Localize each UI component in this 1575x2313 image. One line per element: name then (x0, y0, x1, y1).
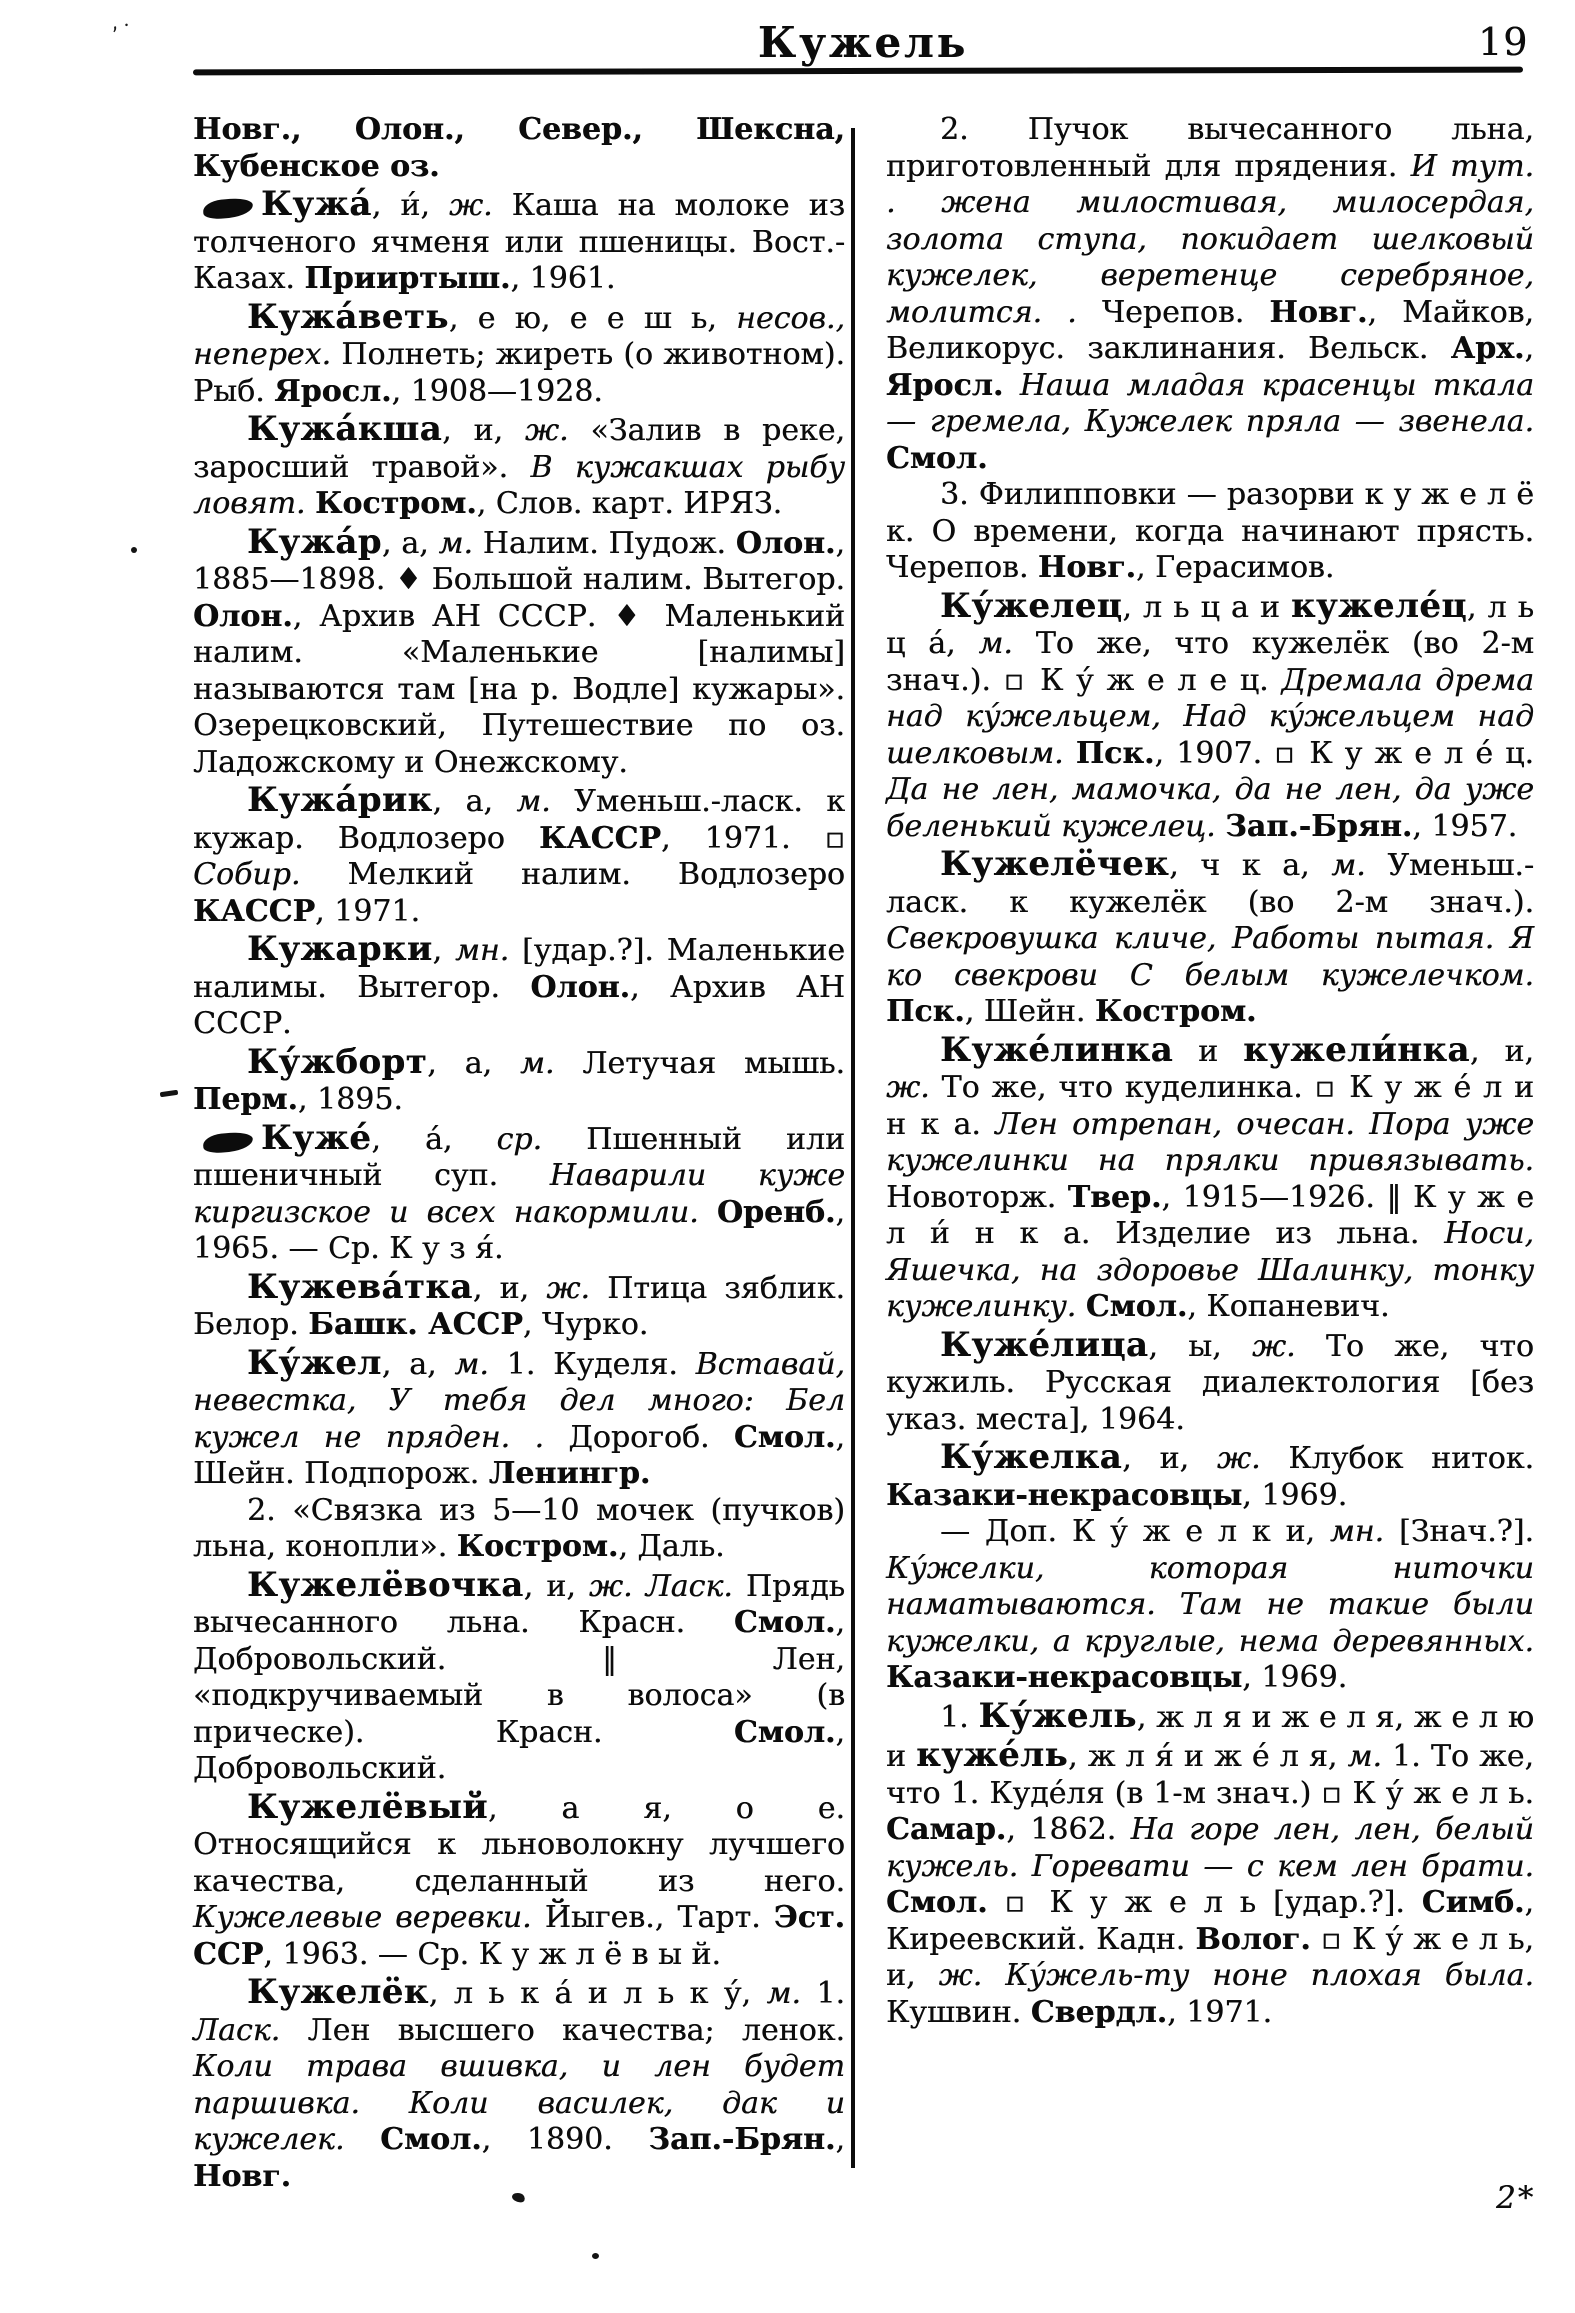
text-run: 1. (940, 1699, 979, 1735)
text-run: Смол. (886, 1885, 988, 1920)
text-run: 1. То же, что 1. Куде́ля (в 1-м знач.) ▫ К у́ ж е л ь. (886, 1739, 1534, 1811)
headword: Кужелёк (247, 1971, 429, 2011)
text-run: , Добровольский. (193, 1714, 845, 1786)
text-run: , Архив АН СССР. ♦ Маленький налим. «Маленькие [налимы] называются там [на р. Водле] кужары». Озерецковский, Путешествие по оз. Ладожскому и Онежскому. (193, 598, 845, 780)
text-run: Наварили куже киргизское и всех накормили. (193, 1158, 845, 1230)
text-run: м. (438, 525, 473, 561)
text-run: ж. (1251, 1328, 1296, 1364)
dictionary-entry (886, 1694, 1534, 2032)
text-run: , и, (442, 413, 525, 448)
text-run: м. (1331, 848, 1366, 883)
text-run: Вставай, невестка, У тебя дел много: Бел кужел не пряден. . (193, 1346, 845, 1455)
text-run: , Шейн. Подпорож. (193, 1419, 845, 1491)
text-run: , 1908—1928. (391, 373, 603, 409)
text-run: , Копаневич. (1187, 1289, 1390, 1324)
text-run: Ку́желки, которая ниточки наматываются. Там не такие были кужелки, а круглые, нема деревянных. (886, 1550, 1534, 1659)
text-run: м. (766, 1976, 801, 2011)
text-run: , 1895. (297, 1082, 403, 1117)
text-run: КАССР (193, 893, 316, 929)
headword: Кужелёчек (940, 843, 1170, 883)
text-run: , 1862. (1006, 1812, 1131, 1847)
text-run: Пск. (1075, 735, 1155, 771)
text-run: Смол. (886, 440, 988, 476)
text-run: м. (454, 1346, 489, 1382)
text-run: , 1969. (1242, 1477, 1348, 1513)
scan-dot-mark (592, 2253, 599, 2259)
text-run: , и, (472, 1270, 547, 1306)
headword: кужели́нка (1243, 1028, 1470, 1069)
text-run: , ы, (1148, 1328, 1252, 1364)
text-run: , 1971. (1167, 1994, 1273, 2030)
text-run: 1. Куделя. (488, 1346, 696, 1382)
text-run: , и, (523, 1568, 589, 1604)
text-run: Мелкий налим. Водлозеро (300, 857, 845, 892)
headword: Кужева́тка (247, 1265, 473, 1306)
headword: Кужа́ (261, 183, 372, 223)
text-run: , л ь ц а и (1122, 589, 1291, 625)
headword: Кужа́р (247, 520, 382, 561)
text-run: , 1957. (1412, 808, 1518, 844)
dictionary-entry (193, 781, 845, 930)
text-run: Налим. Пудож. (472, 525, 736, 561)
text-run (1216, 809, 1226, 844)
scan-dot-mark (131, 547, 137, 553)
text-run: , Герасимов. (1135, 550, 1335, 585)
text-run: Кушвин. (886, 1994, 1031, 2030)
left-column (193, 112, 845, 2195)
text-run: ж. (546, 1270, 590, 1306)
text-run: Лен отрепан, очесан. Пора уже кужелинки на прялки привязывать. (886, 1106, 1534, 1178)
text-run: Оренб. (716, 1194, 836, 1230)
headword: Кужа́кша (247, 408, 443, 448)
text-run: , 1971. ▫ (661, 820, 845, 856)
text-run: И тут. . жена милостивая, милосердая, золота ступа, покидает шелковый кужелек, веретенце серебряное, молится. . (886, 148, 1535, 330)
text-run (305, 486, 315, 521)
text-run: Коли трава вшивка, и лен будет паршивка. Коли василек, дак и кужелек. (193, 2049, 845, 2157)
text-run: , а, (381, 525, 439, 561)
text-run: Эст. ССР (193, 1900, 845, 1972)
text-run: , 1890. (481, 2122, 649, 2157)
text-run: м. (1347, 1739, 1382, 1774)
scan-dash-mark (160, 1090, 179, 1097)
text-run: Наша младая красенцы ткала — гремела, Кужелек пряла — звенела. (886, 367, 1534, 439)
text-run: Олон. (530, 969, 631, 1005)
text-run: Самар. (886, 1812, 1007, 1847)
dictionary-entry (193, 520, 845, 782)
text-run: КАССР (538, 820, 661, 856)
text-run (699, 1195, 717, 1230)
text-run: Свердл. (1030, 1994, 1168, 2030)
text-run: Башк. АССР (308, 1307, 523, 1342)
headword: Ку́желка (940, 1436, 1123, 1476)
text-run: мн. (454, 933, 510, 968)
dictionary-entry (193, 1563, 846, 1788)
dictionary-entry (886, 1514, 1534, 1697)
text-run: Дорогоб. (544, 1419, 734, 1455)
text-run: ▫ К у ж е л ь [удар.?]. (987, 1885, 1422, 1920)
dictionary-entry (886, 1323, 1534, 1439)
header-rule (193, 67, 1523, 76)
dictionary-entry (193, 410, 845, 523)
text-run: , 1915—1926. ‖ К у ж е л и́ н к а. Изделие из льна. (886, 1179, 1534, 1251)
text-run: Новг., Олон., Север., Шексна, Кубенское оз. (193, 112, 845, 184)
text-run: , 1969. (1242, 1660, 1348, 1695)
dictionary-entry (886, 477, 1534, 587)
text-run: , 1965. — Ср. К у з я́. (193, 1194, 845, 1266)
text-run: Кужелевые веревки. (193, 1900, 532, 1935)
text-run: Казаки-некрасовцы (886, 1477, 1243, 1513)
dictionary-entry (193, 1040, 845, 1119)
text-run: [Знач.?]. (1384, 1514, 1534, 1549)
ink-blot (202, 196, 254, 220)
text-run: , Слов. карт. ИРЯЗ. (476, 486, 783, 521)
headword: Кужа́веть (247, 295, 449, 336)
headword: Ку́жель (978, 1694, 1137, 1735)
text-run: Дремала дрема над ку́жельцем, Над ку́жельцем над шелковым. (886, 662, 1534, 771)
text-run: ж. (1216, 1441, 1261, 1476)
text-run: ж. (886, 1070, 930, 1105)
dictionary-entry (193, 1265, 845, 1344)
dictionary-entry (886, 845, 1534, 1031)
headword: Кужарки (247, 928, 433, 968)
text-run: — Доп. К у́ ж е л к и, (940, 1514, 1330, 1549)
text-run: Летучая мышь. (554, 1045, 845, 1081)
text-run: 3. Филипповки — разорви к у ж е л ё к. О времени, когда начинают прясть. Черепов. (886, 477, 1534, 585)
text-run: , а я, о е. Относящийся к льноволокну лучшего качества, сделанный из него. (193, 1790, 845, 1899)
text-run: Уменьш.-ласк. к кужелёк (во 2-м знач.). (886, 848, 1534, 920)
text-run: , и́, (371, 188, 449, 223)
text-run: Пшенный или пшеничный суп. (193, 1121, 845, 1193)
headword: Кужелёвый (247, 1785, 488, 1826)
text-run: ср. (496, 1121, 543, 1157)
headword: Куже́линка (940, 1028, 1174, 1069)
text-run: , ж л я́ и ж е́ л я, (1068, 1739, 1348, 1774)
text-run: 2. Пучок вычесанного льна, приготовленный для прядения. (886, 112, 1534, 184)
text-run: ж. (938, 1958, 983, 1993)
dictionary-entry (193, 185, 845, 298)
text-run: , и, (1469, 1033, 1534, 1069)
text-run: Уменьш.-ласк. к кужар. Водлозеро (193, 784, 846, 856)
text-run: 1. (800, 1976, 845, 2011)
text-run: Казаки-некрасовцы (886, 1660, 1243, 1695)
headword: Ку́жборт (247, 1040, 428, 1081)
text-run: , Добровольский. ‖ Лен, «подкручиваемый в волоса» (в прическе). Красн. (193, 1605, 845, 1750)
text-run: , Даль. (618, 1529, 725, 1564)
text-run: Клубок ниток. (1260, 1441, 1535, 1476)
text-run: , 1907. ▫ К у ж е л е́ ц. (1154, 735, 1534, 771)
column-divider (851, 128, 855, 2168)
text-run: Смол. (733, 1714, 836, 1750)
text-run: Ку́жель-ту ноне плохая была. (1005, 1958, 1534, 1993)
text-run: , е ю, е е ш ь, (448, 300, 737, 336)
text-run: ж. (448, 188, 493, 223)
text-run: Твер. (1067, 1179, 1162, 1215)
dictionary-entry (886, 1438, 1534, 1514)
text-run: Костром. (1094, 994, 1257, 1029)
text-run: Йыгев., Тарт. (531, 1900, 774, 1935)
text-run: Новоторж. (886, 1179, 1068, 1215)
dictionary-entry (193, 295, 845, 411)
text-run: Новг. (193, 2158, 292, 2194)
text-run: Перм. (193, 1082, 298, 1117)
text-run: и (1173, 1033, 1244, 1069)
headword: куже́ль (916, 1734, 1069, 1774)
text-run: , Майков, Великорус. заклинания. Вельск. (886, 294, 1534, 366)
text-run: Костром. (456, 1529, 619, 1564)
text-run: Смол. (733, 1419, 836, 1455)
text-run: м. (978, 626, 1013, 661)
text-run: Волог. (1195, 1921, 1311, 1957)
text-run: Собир. (193, 857, 301, 892)
text-run: , Архив АН СССР. (193, 969, 845, 1041)
text-run (1064, 736, 1076, 771)
text-run: Зап.-Брян. (1225, 808, 1413, 844)
headword: Кужелёвочка (247, 1563, 524, 1604)
dictionary-entry (193, 1973, 845, 2195)
right-column (886, 112, 1534, 2031)
text-run: , (432, 933, 455, 968)
text-run: Олон. (193, 598, 293, 634)
text-run: , а, (427, 1045, 521, 1081)
dictionary-entry (193, 1341, 845, 1493)
text-run: мн. (1329, 1514, 1385, 1549)
text-run: Носи, Яшечка, на здоровье Шалинку, тонку кужелинку. (886, 1216, 1534, 1324)
text-run: [удар.?]. Маленькие налимы. Вытегор. (193, 933, 845, 1005)
text-run: , и, (1122, 1441, 1217, 1476)
text-run: , Киреевский. Кадн. (886, 1885, 1534, 1957)
text-run: Полнеть; жиреть (о животном). Рыб. (193, 337, 845, 409)
text-run: несов., неперех. (193, 300, 845, 372)
text-run: , а́, (371, 1121, 497, 1157)
text-run: Пск. (886, 994, 965, 1029)
text-run: Новг. (1269, 294, 1368, 330)
text-run: ж. (524, 413, 569, 448)
dictionary-entry (193, 1785, 845, 1974)
text-run (633, 1569, 646, 1604)
text-run: В кужакшах рыбу ловят. (193, 449, 845, 521)
text-run: , (1524, 331, 1534, 366)
text-run: м. (516, 784, 551, 819)
text-run: Ласк. (645, 1568, 733, 1604)
text-run: Прииртыш. (304, 261, 511, 296)
text-run: , а, (432, 784, 517, 819)
running-head: Кужель (757, 18, 969, 67)
text-run: , 1963. — Ср. К у ж л ё в ы й. (263, 1936, 721, 1972)
text-run: 2. «Связка из 5—10 мочек (пучков) льна, конопли». (193, 1492, 845, 1564)
text-run: Прядь вычесанного льна. Красн. (193, 1568, 846, 1640)
text-run: ж. (588, 1568, 633, 1604)
text-run: ▫ К у́ ж е л ь, и, (886, 1921, 1534, 1993)
text-run: Птица зяблик. Белор. (193, 1270, 845, 1342)
text-run: Яросл. (886, 367, 1004, 403)
text-run: Ласк. (193, 2012, 281, 2048)
text-run: Смол. (1085, 1289, 1188, 1324)
text-run: Зап.-Брян. (648, 2122, 836, 2157)
text-run: , л ь к а́ и л ь к у́, (428, 1976, 767, 2011)
headword: Ку́жел (247, 1341, 382, 1382)
text-run: То же, что кужелёк (во 2-м знач.). ▫ К у́ ж е л е ц. (886, 626, 1534, 698)
text-run: Новг. (1037, 550, 1136, 585)
dictionary-entry (193, 1116, 845, 1268)
text-run (982, 1958, 1005, 1993)
dictionary-entry (193, 1493, 845, 1566)
text-run: То же, что куделинка. ▫ К у ж е́ л и н к а. (886, 1070, 1534, 1142)
text-run: , 1961. (510, 261, 616, 296)
text-run: , л ь ц а́, (886, 589, 1534, 661)
text-run: , 1885—1898. ♦ Большой налим. Вытегор. (193, 525, 845, 597)
dictionary-entry (886, 584, 1534, 846)
dictionary-entry (193, 112, 845, 185)
headword: Куже́лица (940, 1323, 1149, 1364)
signature-mark: 2* (1496, 2180, 1536, 2216)
text-run: То же, что кужиль. Русская диалектология [без указ. места], 1964. (886, 1328, 1534, 1437)
text-run: Смол. (380, 2122, 482, 2157)
text-run: , ч к а, (1169, 848, 1332, 883)
dictionary-entry (193, 930, 845, 1043)
ink-blot (202, 1130, 254, 1154)
text-run (1003, 368, 1019, 403)
headword: кужеле́ц (1290, 584, 1467, 625)
text-run: , ж л я и ж е л я, ж е л ю и (886, 1699, 1534, 1774)
text-run: Арх. (1450, 331, 1525, 366)
text-run: Свекровушка кличе, Работы пытая. Я ко свекрови С белым кужелечком. (886, 921, 1534, 993)
text-run: Да не лен, мамочка, да не лен, да уже беленький кужелец. (886, 772, 1534, 844)
text-run: Симб. (1421, 1885, 1525, 1920)
text-run: , Шейн. (964, 994, 1095, 1029)
text-run: Смол. (733, 1605, 836, 1640)
text-run: Каша на молоке из толченого ячменя или пшеницы. Вост.-Казах. (193, 188, 845, 296)
text-run: На горе лен, лен, белый кужель. Горевати — с кем лен брати. (886, 1812, 1534, 1884)
headword: Куже́ (261, 1116, 372, 1157)
text-run: , а, (381, 1346, 455, 1382)
text-run: Черепов. (1076, 294, 1270, 330)
text-run: Лен высшего качества; ленок. (280, 2012, 845, 2048)
scan-smudge-top-left: ʼ˙ (109, 19, 141, 50)
text-run: Олон. (735, 525, 836, 561)
text-run: , (835, 2122, 845, 2157)
text-run (1076, 1289, 1086, 1324)
text-run: Костром. (315, 486, 477, 521)
headword: Ку́желец (940, 584, 1123, 625)
text-run: , 1971. (315, 893, 421, 929)
text-run: «Залив в реке, заросший травой». (193, 413, 846, 485)
text-run (344, 2122, 380, 2157)
text-run: Яросл. (274, 373, 392, 409)
text-run: , Чурко. (522, 1307, 649, 1342)
dictionary-entry (886, 1028, 1534, 1326)
headword: Кужа́рик (247, 779, 433, 819)
dictionary-entry (886, 112, 1534, 477)
text-run: Ленингр. (488, 1456, 651, 1491)
page-number: 19 (1478, 20, 1529, 64)
text-run: м. (520, 1045, 555, 1081)
